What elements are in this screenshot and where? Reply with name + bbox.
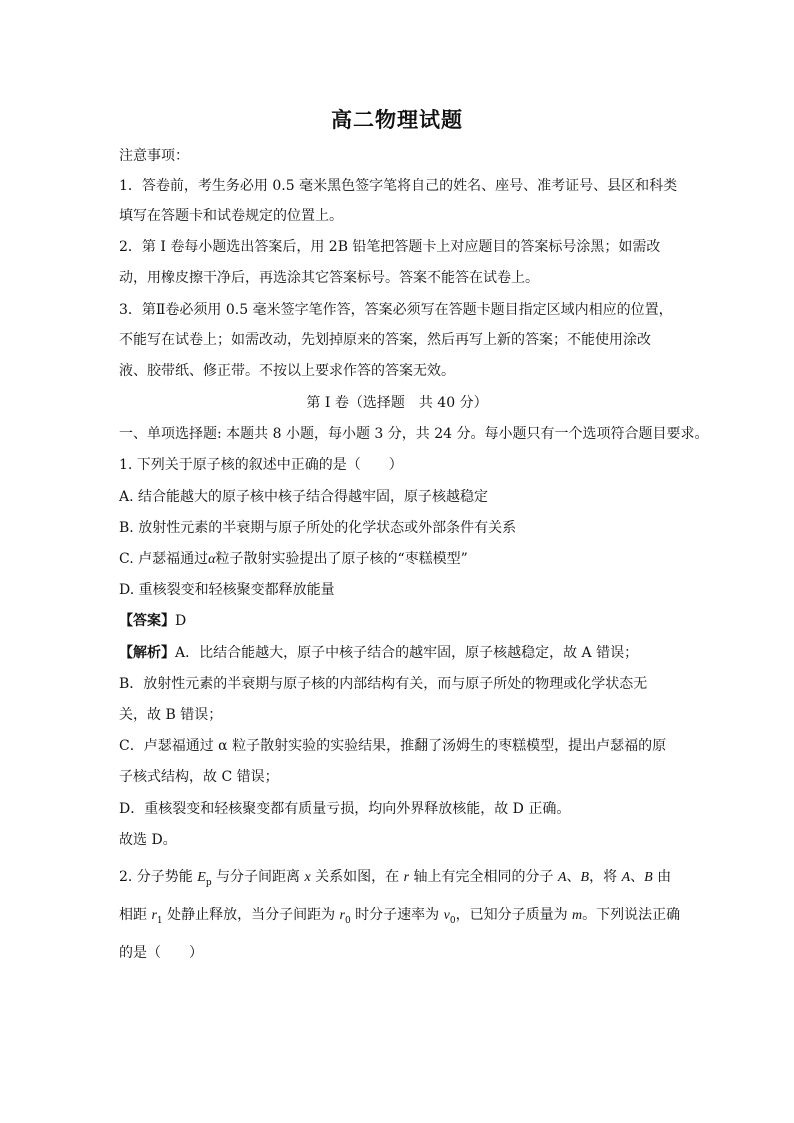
section-heading: 第 I 卷（选择题 共 40 分） — [306, 395, 488, 411]
analysis-line-3: 关，故 B 错误； — [119, 707, 223, 723]
molecule-b-symbol: B — [644, 870, 653, 885]
question-1-option-c — [119, 549, 679, 570]
q2-text: 、 — [630, 869, 645, 885]
notice-heading: 注意事项： — [119, 148, 189, 164]
ep-symbol: E — [197, 870, 206, 885]
part-one-heading: 一、单项选择题: 本题共 8 小题，每小题 3 分，共 24 分。每小题只有一个选项符合题目要求。 — [119, 426, 709, 442]
ep-subscript: p — [205, 877, 212, 888]
alpha-symbol: α — [208, 552, 216, 567]
q2-text: 由 — [652, 869, 672, 885]
notice-line-7: 液、胶带纸、修正带。不按以上要求作答的答案无效。 — [119, 363, 455, 379]
notice-line-4: 动，用橡皮擦干净后，再选涂其它答案标号。答案不能答在试卷上。 — [119, 270, 539, 286]
q2-text: 轴上有完全相同的分子 — [409, 869, 558, 885]
x-symbol: x — [304, 870, 311, 885]
molecule-a-symbol: A — [557, 870, 567, 885]
analysis-line-6: D．重核裂变和轻核聚变都有质量亏损，均向外界释放核能，故 D 正确。 — [119, 801, 571, 817]
option-c-text-end: 粒子散射实验提出了原子核的“枣糕模型” — [215, 551, 468, 567]
answer-label: 【答案】 — [119, 613, 175, 629]
r1-subscript: 1 — [156, 915, 163, 926]
question-1-option-a: A. 结合能越大的原子核中核子结合得越牢固，原子核越稳定 — [119, 489, 489, 505]
v0-subscript: 0 — [449, 915, 456, 926]
notice-line-5: 3．第Ⅱ卷必须用 0.5 毫米签字笔作答，答案必须写在答题卡题目指定区域内相应的位置， — [119, 302, 673, 318]
q2-text: 处静止释放，当分子间距为 — [162, 907, 340, 923]
analysis-conclusion: 故选 D。 — [119, 832, 177, 848]
analysis-label: 【解析】 — [119, 645, 175, 661]
question-1-option-b: B. 放射性元素的半衰期与原子所处的化学状态或外部条件有关系 — [119, 520, 517, 536]
q2-text: 关系如图，在 — [310, 869, 404, 885]
analysis-line-4: C．卢瑟福通过 α 粒子散射实验的实验结果，推翻了汤姆生的枣糕模型，提出卢瑟福的原 — [119, 738, 667, 754]
notice-line-6: 不能写在试卷上；如需改动，先划掉原来的答案，然后再写上新的答案；不能使用涂改 — [119, 332, 651, 348]
option-c-text-start: C. 卢瑟福通过 — [119, 551, 209, 567]
question-1-option-d: D. 重核裂变和轻核聚变都释放能量 — [119, 582, 335, 598]
q2-text: ，已知分子质量为 — [455, 907, 573, 923]
r1-symbol: r — [151, 908, 157, 923]
analysis-line-1 — [119, 643, 679, 663]
q2-text: 时分子速率为 — [350, 907, 444, 923]
notice-line-1: 1．答卷前，考生务必用 0.5 毫米黑色签字笔将自己的姓名、座号、准考证号、县区和科类 — [119, 178, 678, 194]
molecule-a-symbol: A — [621, 870, 631, 885]
r-symbol: r — [403, 870, 410, 885]
page-title: 高二物理试题 — [331, 107, 463, 132]
molecule-b-symbol: B — [580, 870, 590, 885]
question-2-line-3: 的是（ ） — [119, 945, 203, 961]
q2-text: ，将 — [589, 869, 622, 885]
r0-subscript: 0 — [345, 915, 351, 926]
analysis-text-1: A．比结合能越大，原子中核子结合的越牢固，原子核越稳定，故 A 错误； — [175, 645, 639, 661]
q2-text: 与分子间距离 — [211, 869, 305, 885]
r0-symbol: r — [339, 908, 345, 923]
v0-symbol: v — [443, 908, 450, 923]
q2-text: 。下列说法正确 — [582, 907, 681, 923]
notice-line-3: 2．第 I 卷每小题选出答案后，用 2B 铅笔把答题卡上对应题目的答案标号涂黑；如需改 — [119, 239, 661, 255]
q2-text: 、 — [566, 869, 581, 885]
mass-symbol: m — [572, 908, 583, 923]
answer-value: D — [175, 613, 187, 629]
notice-line-2: 填写在答题卡和试卷规定的位置上。 — [119, 208, 343, 224]
question-2-line-2 — [119, 905, 679, 931]
answer-line — [119, 611, 679, 631]
question-2-line-1 — [119, 867, 679, 893]
q2-text: 相距 — [119, 907, 152, 923]
analysis-line-2: B．放射性元素的半衰期与原子核的内部结构有关，而与原子所处的物理或化学状态无 — [119, 676, 648, 692]
question-1-stem: 1. 下列关于原子核的叙述中正确的是（ ） — [119, 457, 403, 473]
q2-text: 2. 分子势能 — [119, 869, 198, 885]
analysis-line-5: 子核式结构，故 C 错误； — [119, 769, 279, 785]
